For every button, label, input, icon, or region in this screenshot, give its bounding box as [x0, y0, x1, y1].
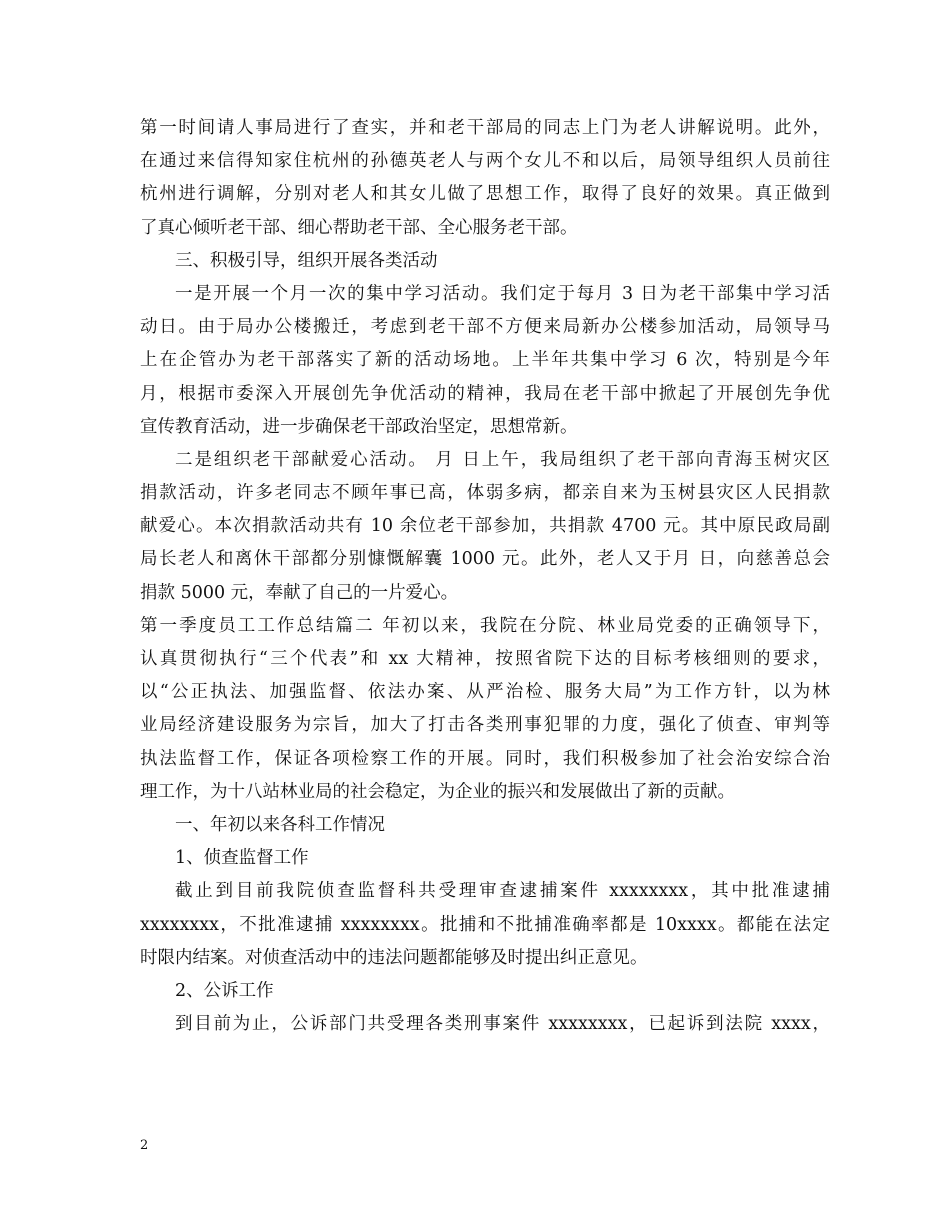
section-heading: 一、年初以来各科工作情况: [175, 814, 385, 835]
text-line: 杭州进行调解，分别对老人和其女儿做了思想工作，取得了良好的效果。真正做到: [140, 184, 830, 205]
text-line: 时限内结案。对侦查活动中的违法问题都能够及时提出纠正意见。: [140, 947, 648, 968]
text-line: 在通过来信得知家住杭州的孙德英老人与两个女儿不和以后，局领导组织人员前往: [140, 151, 830, 172]
text-line: 第一时间请人事局进行了查实，并和老干部局的同志上门为老人讲解说明。此外，: [140, 118, 830, 138]
text-line: 捐款 5000 元，奉献了自己的一片爱心。: [140, 582, 459, 603]
text-line: 捐款活动，许多老同志不顾年事已高，体弱多病，都亲自来为玉树县灾区人民捐款: [140, 483, 830, 504]
page-number: 2: [140, 1138, 149, 1153]
text-line: 到目前为止，公诉部门共受理各类刑事案件 xxxxxxxx，已起诉到法院 xxxx，: [175, 1014, 830, 1035]
text-line: 理工作，为十八站林业局的社会稳定，为企业的振兴和发展做出了新的贡献。: [140, 781, 735, 802]
text-line: 执法监督工作，保证各项检察工作的开展。同时，我们积极参加了社会治安综合治: [140, 748, 830, 769]
text-line: 月，根据市委深入开展创先争优活动的精神，我局在老干部中掀起了开展创先争优: [140, 383, 830, 404]
section-heading: 三、积极引导，组织开展各类活动: [175, 250, 438, 271]
text-line: 截止到目前我院侦查监督科共受理审查逮捕案件 xxxxxxxx，其中批准逮捕: [175, 881, 830, 902]
subsection-heading: 1、侦查监督工作: [175, 848, 309, 869]
subsection-heading: 2、公诉工作: [175, 980, 274, 1001]
text-line: 业局经济建设服务为宗旨，加大了打击各类刑事犯罪的力度，强化了侦查、审判等: [140, 715, 830, 736]
text-line: xxxxxxxx，不批准逮捕 xxxxxxxx。批捕和不批捕准确率都是 10xxxx。都能在法定: [140, 914, 830, 935]
text-line: 第一季度员工工作总结篇二 年初以来，我院在分院、林业局党委的正确领导下，: [140, 615, 830, 636]
text-line: 宣传教育活动，进一步确保老干部政治坚定，思想常新。: [140, 416, 578, 437]
document-body: [140, 112, 830, 1041]
text-line: 认真贯彻执行“三个代表”和 xx 大精神，按照省院下达的目标考核细则的要求，: [140, 649, 830, 669]
text-line: 以“公正执法、加强监督、依法办案、从严治检、服务大局”为工作方针，以为林: [140, 682, 830, 703]
text-line: 上在企管办为老干部落实了新的活动场地。上半年共集中学习 6 次，特别是今年: [140, 350, 830, 371]
text-line: 献爱心。本次捐款活动共有 10 余位老干部参加，共捐款 4700 元。其中原民政局副: [140, 516, 830, 537]
text-line: 局长老人和离休干部都分别慷慨解囊 1000 元。此外，老人又于月 日，向慈善总会: [140, 549, 830, 570]
text-line: 了真心倾听老干部、细心帮助老干部、全心服务老干部。: [140, 217, 578, 238]
text-line: 动日。由于局办公楼搬迁，考虑到老干部不方便来局新办公楼参加活动，局领导马: [140, 317, 830, 338]
text-line: 一是开展一个月一次的集中学习活动。我们定于每月 3 日为老干部集中学习活: [175, 283, 830, 304]
text-line: 二是组织老干部献爱心活动。 月 日上午，我局组织了老干部向青海玉树灾区: [175, 449, 830, 470]
